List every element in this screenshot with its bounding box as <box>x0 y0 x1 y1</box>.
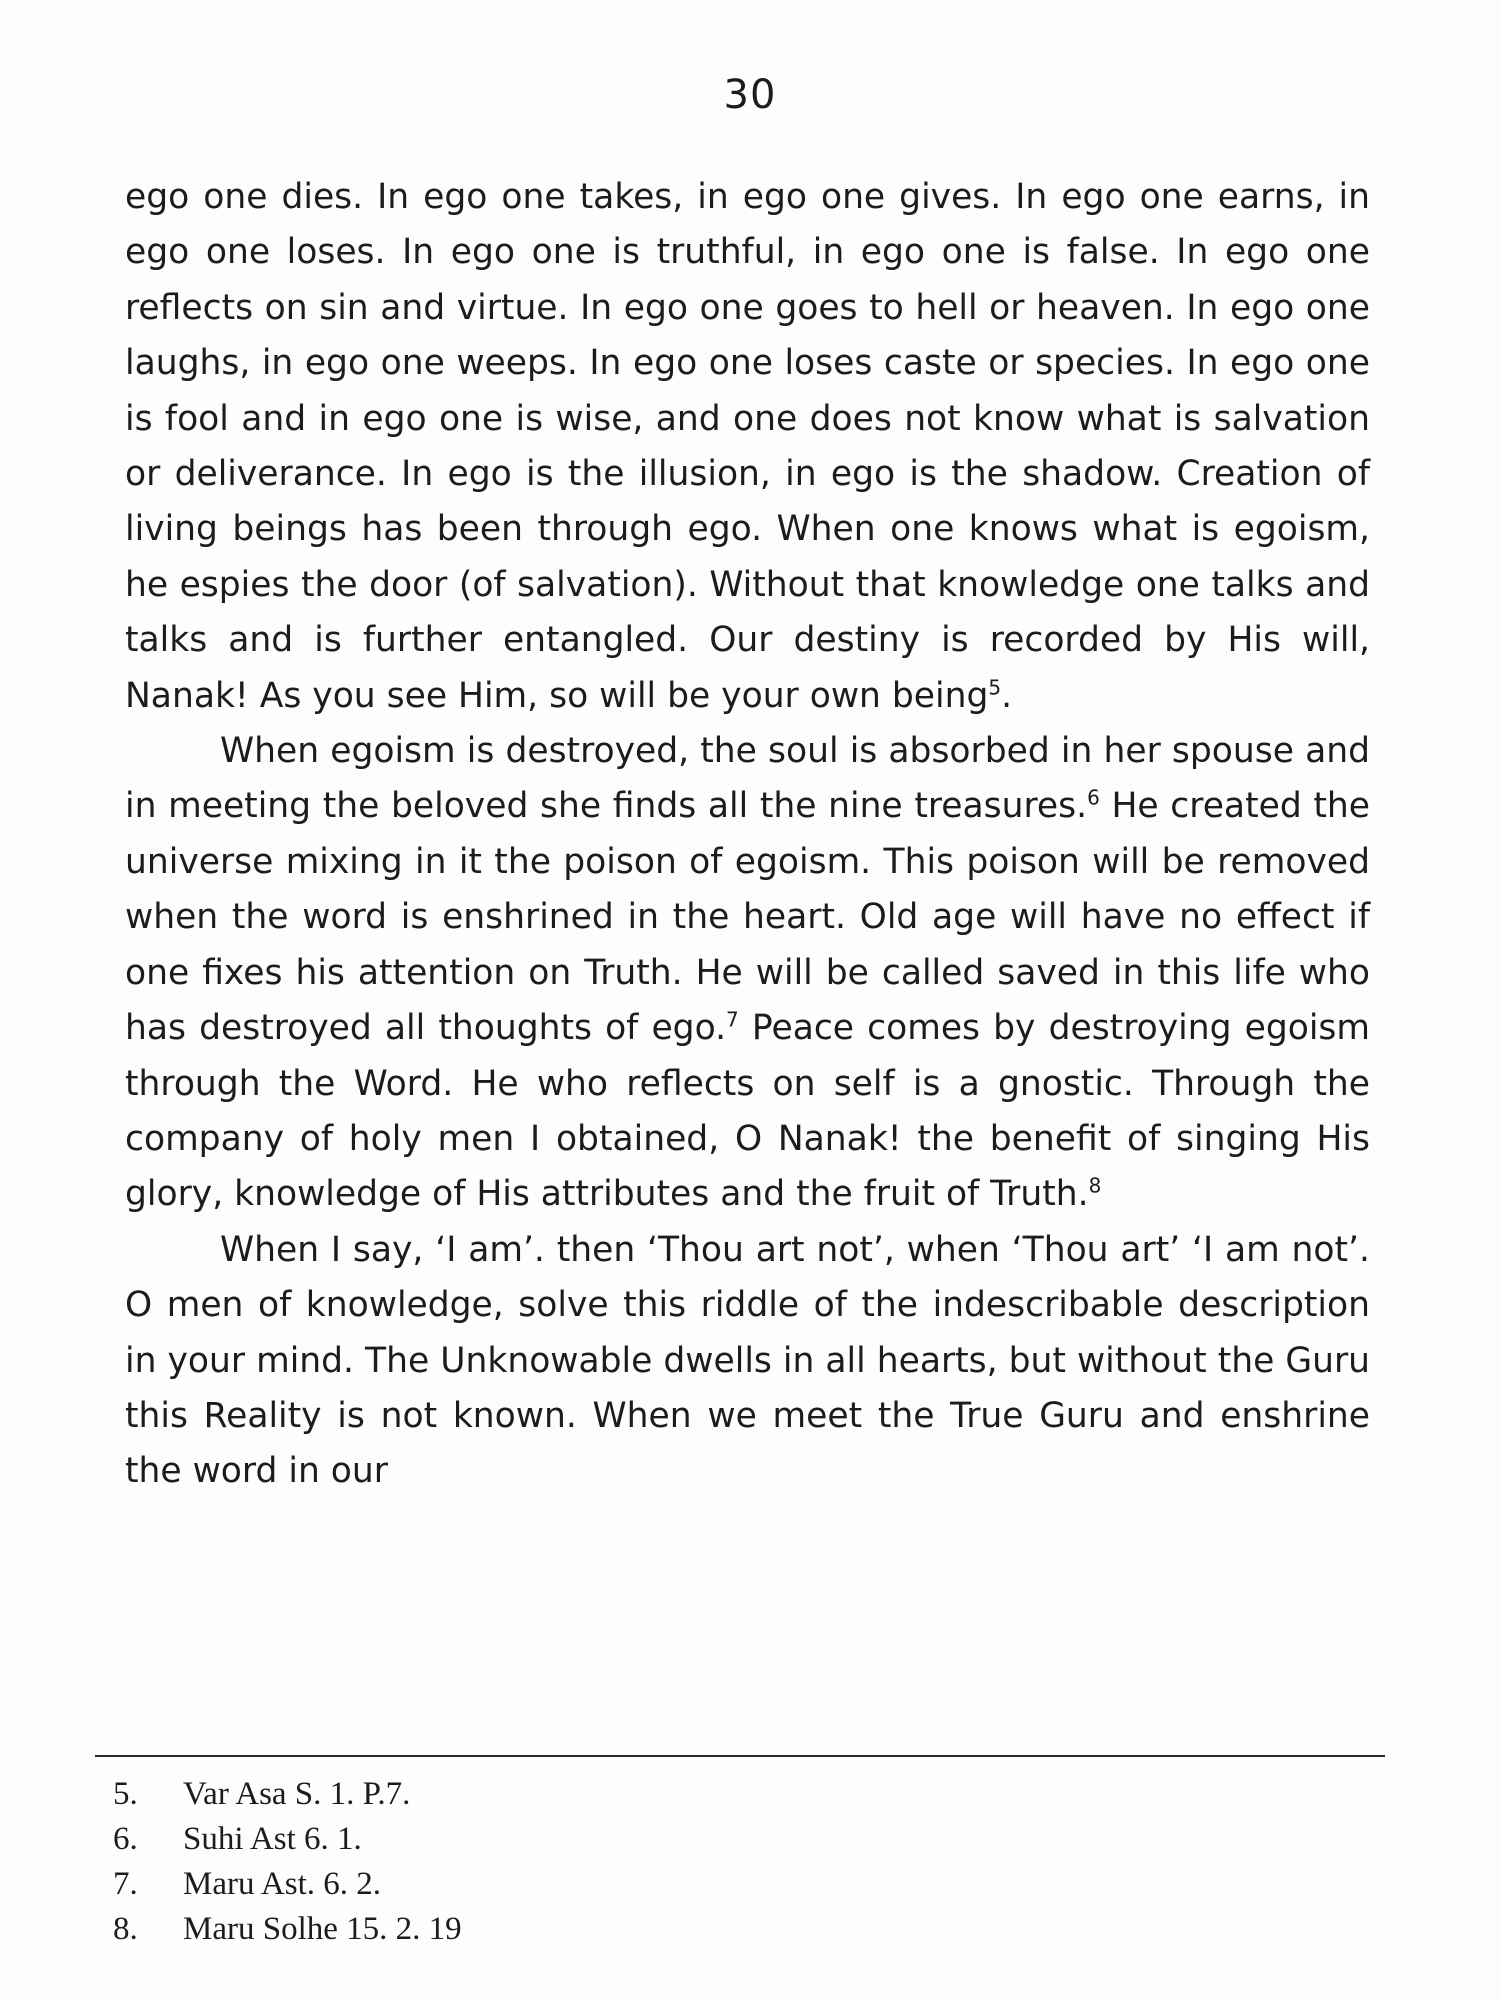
footnote-ref-6: 6 <box>1087 785 1100 810</box>
paragraph-3 <box>125 1223 1370 1500</box>
footnote-text: Maru Ast. 6. 2. <box>183 1866 381 1902</box>
paragraph-2 <box>125 724 1370 1223</box>
body-text <box>125 170 1370 1500</box>
footnote-item <box>113 1817 813 1862</box>
footnote-divider <box>95 1755 1385 1757</box>
footnote-number: 7. <box>113 1866 138 1902</box>
paragraph-2-text-c: Peace comes by destroying egoism through the Word. He who reflects on self is a gnostic. Through the company of holy men I obtained, O Nanak! the benefit of singing His glory, knowledge of His attributes and the fruit of Truth. <box>125 1008 1371 1215</box>
paragraph-2-text-a: When egoism is destroyed, the soul is absorbed in her spouse and in meeting the beloved she finds all the nine treasures. <box>125 731 1370 827</box>
paragraph-3-text: When I say, ‘I am’. then ‘Thou art not’, when ‘Thou art’ ‘I am not’. O men of knowledge, solve this riddle of the indescribable description in your mind. The Unknowable dwells in all hearts, but without the Guru this Reality is not known. When we meet the True Guru and enshrine the word in our <box>125 1229 1370 1492</box>
footnote-item <box>113 1907 813 1952</box>
footnote-item <box>113 1862 813 1907</box>
footnote-ref-5: 5 <box>988 675 1002 700</box>
footnote-text: Suhi Ast 6. 1. <box>183 1821 362 1857</box>
paragraph-1-text: ego one dies. In ego one takes, in ego one gives. In ego one earns, in ego one loses. In ego one is truthful, in ego one is false. In ego one reflects on sin and virtue. In ego one goes to hell or heaven. In ego one laughs, in ego one weeps. In ego one loses caste or species. In ego one is fool and in ego one is wise, and one does not know what is salvation or deliverance. In ego is the illusion, in ego is the shadow. Creation of living beings has been through ego. When one knows what is egoism, he espies the door (of salvation). Without that knowledge one talks and talks and is further entangled. Our destiny is recorded by His will, Nanak! As you see Him, so will be your own being <box>125 177 1370 716</box>
paragraph-1-end: . <box>1001 675 1013 716</box>
footnote-number: 5. <box>113 1776 138 1812</box>
footnote-number: 8. <box>113 1911 138 1947</box>
paragraph-1 <box>125 170 1370 724</box>
footnote-number: 6. <box>113 1821 138 1857</box>
footnote-ref-8: 8 <box>1088 1173 1102 1198</box>
footnotes <box>113 1772 813 1952</box>
footnote-text: Maru Solhe 15. 2. 19 <box>183 1911 462 1947</box>
paragraph-2-text-b: He created the universe mixing in it the poison of egoism. This poison will be removed when the word is enshrined in the heart. Old age will have no effect if one fixes his attention on Truth. He will be called saved in this life who has destroyed all thoughts of ego. <box>125 786 1370 1049</box>
footnote-item <box>113 1772 813 1817</box>
footnote-text: Var Asa S. 1. P.7. <box>183 1776 411 1812</box>
page-number: 30 <box>723 72 777 118</box>
footnote-ref-7: 7 <box>726 1007 739 1032</box>
